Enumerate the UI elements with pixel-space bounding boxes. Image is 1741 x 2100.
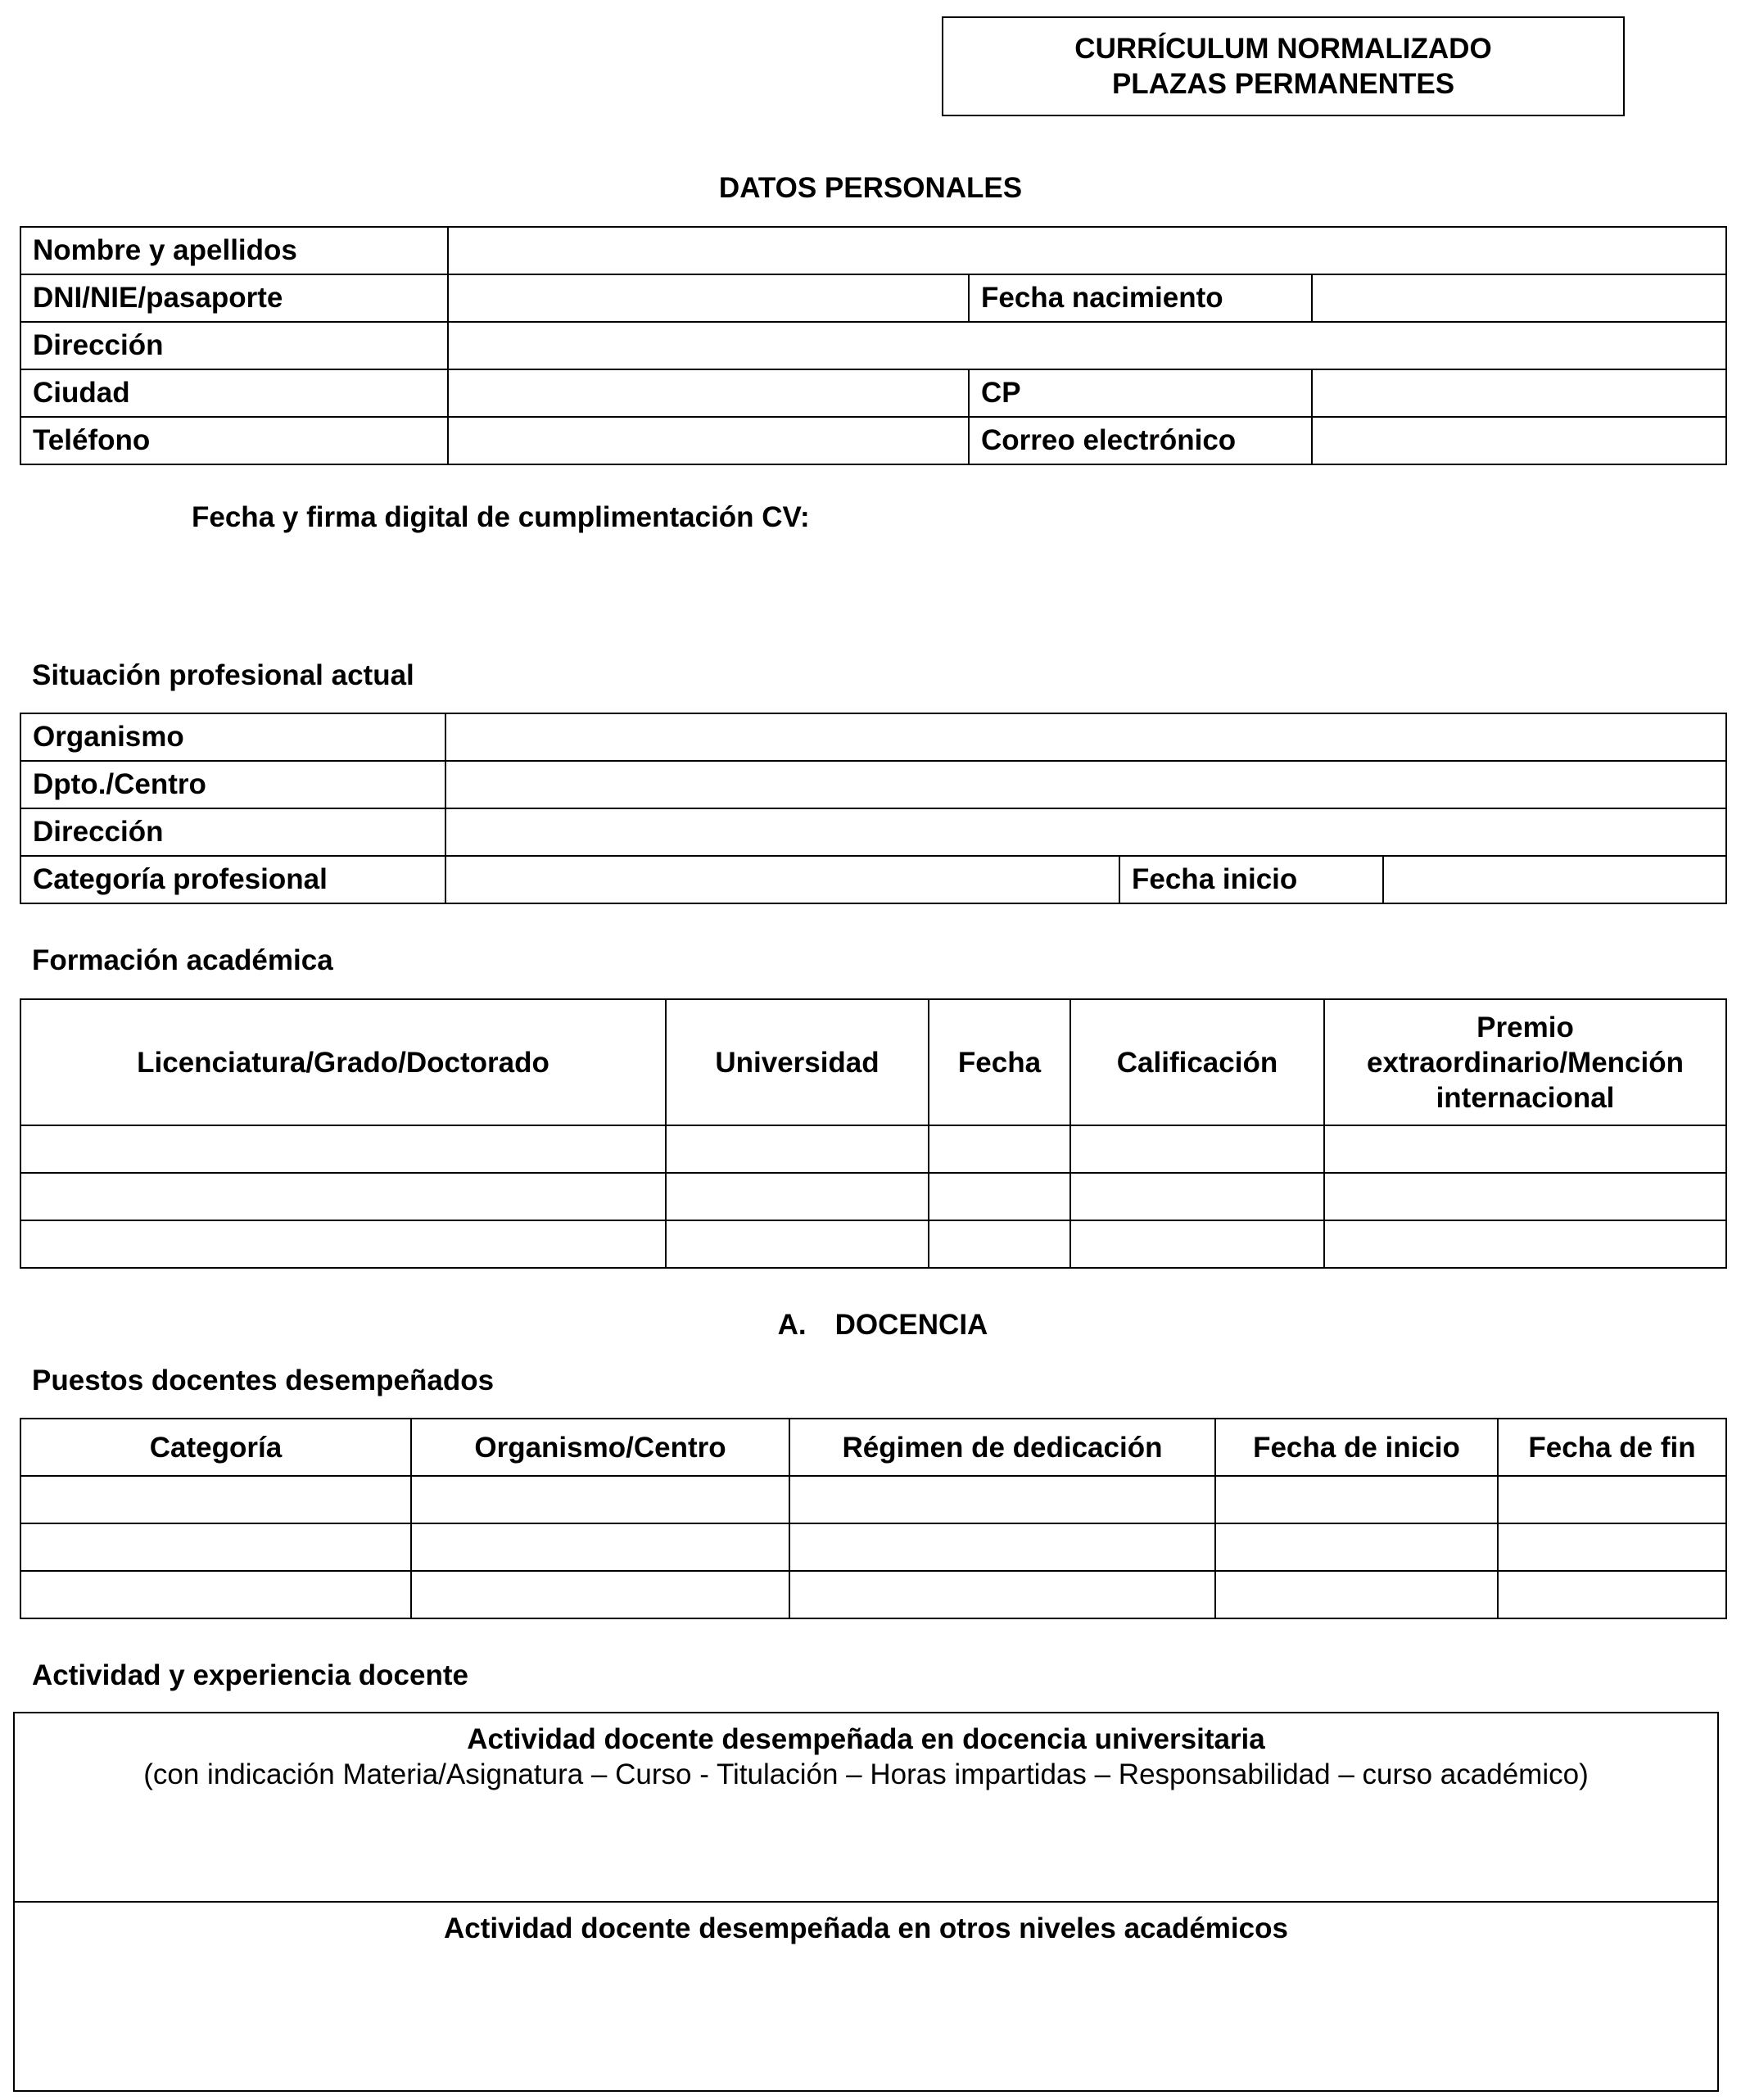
table-row <box>20 1173 1726 1220</box>
id-field[interactable] <box>448 274 969 322</box>
professional-table <box>20 713 1727 904</box>
university-teaching-title: Actividad docente desempeñada en docencia universitaria <box>467 1723 1265 1755</box>
city-field[interactable] <box>448 369 969 417</box>
table-cell[interactable] <box>20 1173 666 1220</box>
table-cell[interactable] <box>789 1476 1215 1523</box>
table-cell[interactable] <box>20 1571 411 1618</box>
table-cell[interactable] <box>1070 1173 1324 1220</box>
positions-col-category: Categoría <box>20 1419 411 1476</box>
table-cell[interactable] <box>1215 1523 1498 1571</box>
table-cell[interactable] <box>1215 1476 1498 1523</box>
other-levels-teaching-box[interactable] <box>13 1901 1719 2092</box>
positions-col-start-date: Fecha de inicio <box>1215 1419 1498 1476</box>
personal-data-table <box>20 226 1727 465</box>
table-cell[interactable] <box>20 1476 411 1523</box>
academic-heading: Formación académica <box>32 944 333 976</box>
table-cell[interactable] <box>929 1125 1070 1173</box>
table-cell[interactable] <box>1324 1125 1726 1173</box>
table-cell[interactable] <box>929 1173 1070 1220</box>
address-field[interactable] <box>448 322 1726 369</box>
table-row <box>20 1220 1726 1268</box>
organization-label: Organismo <box>20 713 445 761</box>
document-title-box <box>942 16 1625 116</box>
table-row <box>20 1571 1726 1618</box>
university-teaching-subtitle: (con indicación Materia/Asignatura – Curso - Titulación – Horas impartidas – Responsabilidad – curso académico) <box>143 1758 1589 1790</box>
academic-col-grade: Calificación <box>1070 999 1324 1125</box>
positions-header-row <box>20 1419 1726 1476</box>
table-cell[interactable] <box>411 1523 789 1571</box>
academic-table <box>20 998 1727 1269</box>
work-address-label: Dirección <box>20 808 445 856</box>
document-title-line2: PLAZAS PERMANENTES <box>1111 68 1455 100</box>
table-cell[interactable] <box>1498 1476 1726 1523</box>
address-label: Dirección <box>20 322 448 369</box>
table-row <box>20 1523 1726 1571</box>
city-label: Ciudad <box>20 369 448 417</box>
table-cell[interactable] <box>20 1220 666 1268</box>
academic-header-row <box>20 999 1726 1125</box>
birth-date-field[interactable] <box>1312 274 1726 322</box>
teaching-activity-heading: Actividad y experiencia docente <box>32 1659 468 1691</box>
table-cell[interactable] <box>1215 1571 1498 1618</box>
birth-date-label: Fecha nacimiento <box>969 274 1312 322</box>
document-title-line1: CURRÍCULUM NORMALIZADO <box>1074 33 1492 65</box>
table-cell[interactable] <box>20 1523 411 1571</box>
other-levels-teaching-title: Actividad docente desempeñada en otros niveles académicos <box>444 1912 1288 1944</box>
university-teaching-box[interactable] <box>13 1712 1719 1903</box>
signature-label: Fecha y firma digital de cumplimentación CV: <box>192 501 810 533</box>
department-label: Dpto./Centro <box>20 761 445 808</box>
academic-col-university: Universidad <box>666 999 929 1125</box>
start-date-field[interactable] <box>1383 856 1726 903</box>
academic-col-award: Premio extraordinario/Mención internacional <box>1324 999 1726 1125</box>
zip-field[interactable] <box>1312 369 1726 417</box>
academic-col-date: Fecha <box>929 999 1070 1125</box>
table-cell[interactable] <box>1498 1571 1726 1618</box>
table-cell[interactable] <box>1498 1523 1726 1571</box>
table-cell[interactable] <box>1324 1173 1726 1220</box>
table-cell[interactable] <box>666 1173 929 1220</box>
table-cell[interactable] <box>1070 1125 1324 1173</box>
table-cell[interactable] <box>1324 1220 1726 1268</box>
zip-label: CP <box>969 369 1312 417</box>
table-cell[interactable] <box>666 1125 929 1173</box>
teaching-positions-heading: Puestos docentes desempeñados <box>32 1365 495 1396</box>
positions-col-end-date: Fecha de fin <box>1498 1419 1726 1476</box>
phone-label: Teléfono <box>20 417 448 464</box>
positions-col-dedication: Régimen de dedicación <box>789 1419 1215 1476</box>
academic-col-degree: Licenciatura/Grado/Doctorado <box>20 999 666 1125</box>
phone-field[interactable] <box>448 417 969 464</box>
table-cell[interactable] <box>1070 1220 1324 1268</box>
personal-data-heading: DATOS PERSONALES <box>718 172 1023 204</box>
table-cell[interactable] <box>666 1220 929 1268</box>
table-cell[interactable] <box>929 1220 1070 1268</box>
table-cell[interactable] <box>411 1476 789 1523</box>
professional-heading: Situación profesional actual <box>32 659 414 691</box>
table-row <box>20 1476 1726 1523</box>
table-cell[interactable] <box>789 1571 1215 1618</box>
positions-col-organization: Organismo/Centro <box>411 1419 789 1476</box>
name-label: Nombre y apellidos <box>20 227 448 274</box>
teaching-positions-table <box>20 1418 1727 1619</box>
email-field[interactable] <box>1312 417 1726 464</box>
category-field[interactable] <box>445 856 1119 903</box>
name-field[interactable] <box>448 227 1726 274</box>
email-label: Correo electrónico <box>969 417 1312 464</box>
table-cell[interactable] <box>411 1571 789 1618</box>
table-row <box>20 1125 1726 1173</box>
id-label: DNI/NIE/pasaporte <box>20 274 448 322</box>
teaching-section-title: A. DOCENCIA <box>777 1309 988 1341</box>
table-cell[interactable] <box>20 1125 666 1173</box>
department-field[interactable] <box>445 761 1726 808</box>
start-date-label: Fecha inicio <box>1119 856 1383 903</box>
work-address-field[interactable] <box>445 808 1726 856</box>
organization-field[interactable] <box>445 713 1726 761</box>
category-label: Categoría profesional <box>20 856 445 903</box>
table-cell[interactable] <box>789 1523 1215 1571</box>
